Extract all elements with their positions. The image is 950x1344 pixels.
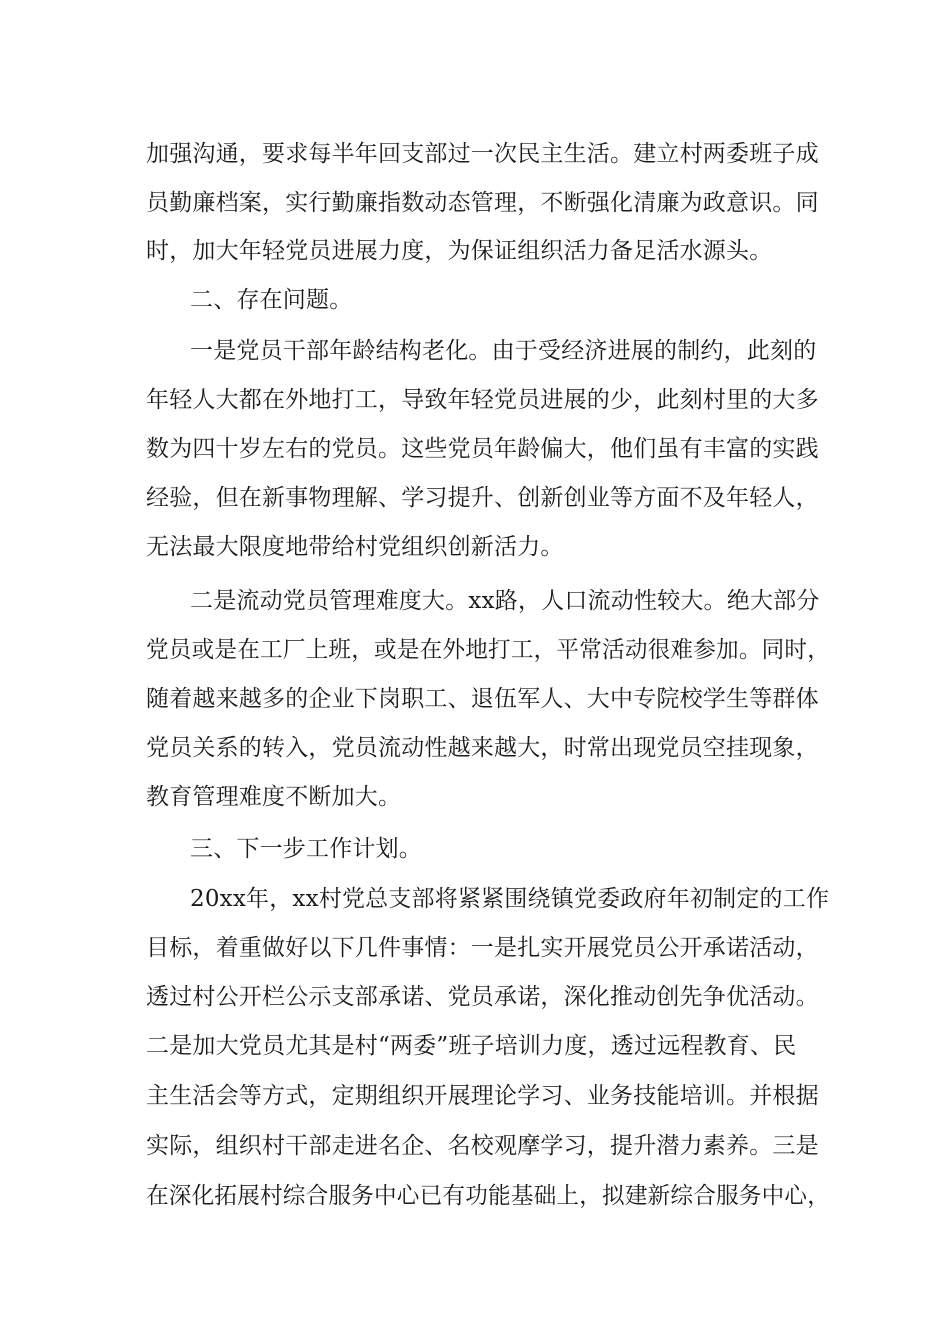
text-line: 二是加大党员尤其是村“两委”班子培训力度，透过远程教育、民	[146, 1033, 797, 1059]
text-line: 时，加大年轻党员进展力度，为保证组织活力备足活水源头。	[146, 238, 773, 264]
text-line: 员勤廉档案，实行勤廉指数动态管理，不断强化清廉为政意识。同	[146, 190, 819, 216]
text-line: 年轻人大都在外地打工，导致年轻党员进展的少，此刻村里的大多	[146, 387, 819, 413]
text-line: 二是流动党员管理难度大。xx路，人口流动性较大。绝大部分	[190, 588, 820, 614]
text-line: 党员或是在工厂上班，或是在外地打工，平常活动很难参加。同时，	[146, 637, 831, 663]
text-line: 教育管理难度不断加大。	[146, 784, 402, 810]
section-heading: 二、存在问题。	[190, 287, 353, 313]
text-line: 在深化拓展村综合服务中心已有功能基础上，拟建新综合服务中心，	[146, 1183, 831, 1209]
text-line: 数为四十岁左右的党员。这些党员年龄偏大，他们虽有丰富的实践	[146, 436, 819, 462]
text-line: 透过村公开栏公示支部承诺、党员承诺，深化推动创先争优活动。	[146, 984, 819, 1010]
text-line: 目标，着重做好以下几件事情：一是扎实开展党员公开承诺活动，	[146, 935, 819, 961]
text-line: 20xx年，xx村党总支部将紧紧围绕镇党委政府年初制定的工作	[190, 886, 830, 912]
text-line: 一是党员干部年龄结构老化。由于受经济进展的制约，此刻的	[190, 338, 817, 364]
text-line: 加强沟通，要求每半年回支部过一次民主生活。建立村两委班子成	[146, 141, 819, 167]
text-line: 党员关系的转入，党员流动性越来越大，时常出现党员空挂现象，	[146, 735, 819, 761]
text-line: 主生活会等方式，定期组织开展理论学习、业务技能培训。并根据	[146, 1083, 819, 1109]
text-line: 经验，但在新事物理解、学习提升、创新创业等方面不及年轻人，	[146, 485, 819, 511]
text-line: 随着越来越多的企业下岗职工、退伍军人、大中专院校学生等群体	[146, 686, 819, 712]
section-heading: 三、下一步工作计划。	[190, 836, 422, 862]
text-line: 无法最大限度地带给村党组织创新活力。	[146, 534, 564, 560]
text-line: 实际，组织村干部走进名企、名校观摩学习，提升潜力素养。三是	[146, 1133, 819, 1159]
